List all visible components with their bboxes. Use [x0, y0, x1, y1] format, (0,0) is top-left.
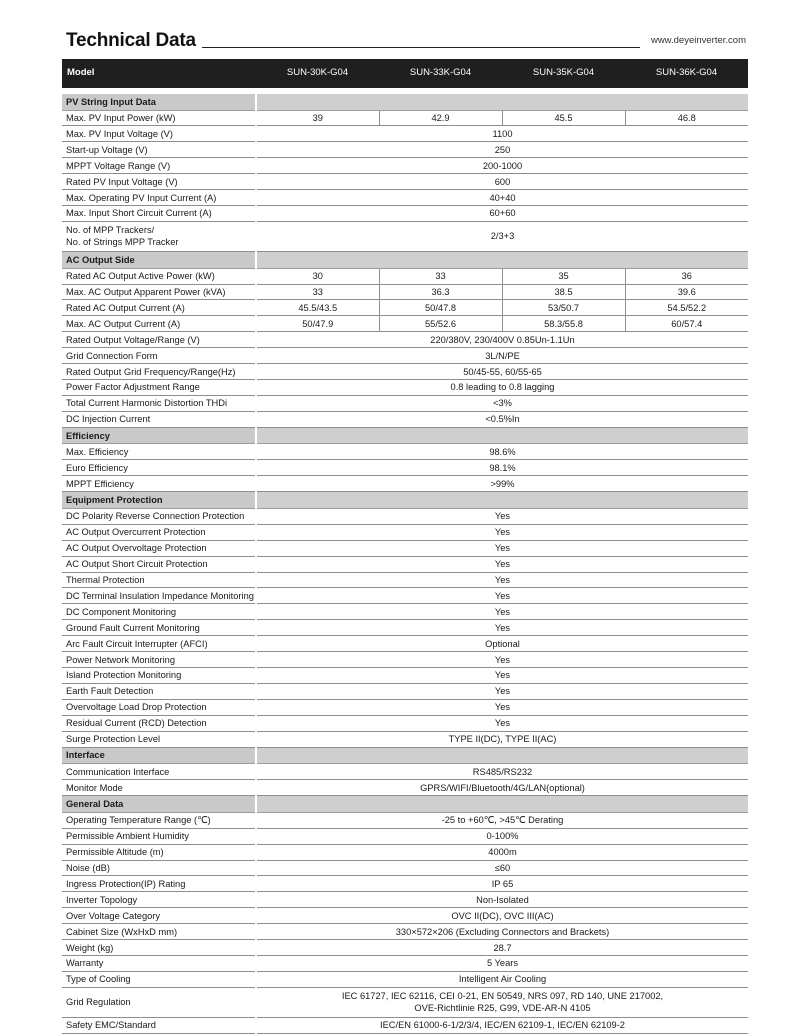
spec-value: >99%	[256, 476, 748, 492]
spec-row-dc-injection-current	[62, 412, 748, 428]
spec-label: Total Current Harmonic Distortion THDi	[62, 396, 256, 412]
spec-value: Yes	[256, 524, 748, 540]
spec-label	[62, 222, 256, 252]
spec-value-sun-35k-g04: 53/50.7	[502, 300, 625, 316]
spec-value: Yes	[256, 684, 748, 700]
table-header	[62, 59, 748, 88]
spec-row-dc-terminal-insulation-impedance-monitoring	[62, 588, 748, 604]
spec-value: IEC/EN 61000-6-1/2/3/4, IEC/EN 62109-1, IEC/EN 62109-2	[256, 1018, 748, 1034]
spec-row-start-up-voltage-v	[62, 142, 748, 158]
spec-value: 98.6%	[256, 444, 748, 460]
spec-label: AC Output Short Circuit Protection	[62, 556, 256, 572]
spec-label: Island Protection Monitoring	[62, 668, 256, 684]
spec-value-sun-33k-g04: 36.3	[379, 284, 502, 300]
text-line: No. of Strings MPP Tracker	[66, 236, 179, 247]
spec-label: Monitor Mode	[62, 780, 256, 796]
spec-value: Intelligent Air Cooling	[256, 972, 748, 988]
spec-row-max-pv-input-voltage-v	[62, 126, 748, 142]
spec-label: DC Terminal Insulation Impedance Monitoring	[62, 588, 256, 604]
spec-row-residual-current-rcd-detection	[62, 715, 748, 731]
spec-value: Yes	[256, 668, 748, 684]
spec-row-type-of-cooling	[62, 972, 748, 988]
model-header-sun-33k: SUN-33K-G04	[379, 59, 502, 88]
spec-value: GPRS/WIFI/Bluetooth/4G/LAN(optional)	[256, 780, 748, 796]
spec-row-overvoltage-load-drop-protection	[62, 700, 748, 716]
spec-value-sun-33k-g04: 55/52.6	[379, 316, 502, 332]
spec-label: Rated PV Input Voltage (V)	[62, 174, 256, 190]
spec-value-sun-33k-g04: 42.9	[379, 110, 502, 126]
spec-row-monitor-mode	[62, 780, 748, 796]
spec-label: Overvoltage Load Drop Protection	[62, 700, 256, 716]
spec-label: DC Component Monitoring	[62, 604, 256, 620]
spec-label: Thermal Protection	[62, 572, 256, 588]
spec-value-sun-36k-g04: 36	[625, 268, 748, 284]
spec-row-mppt-voltage-range-v	[62, 158, 748, 174]
spec-value: 200-1000	[256, 158, 748, 174]
spec-value-sun-35k-g04: 38.5	[502, 284, 625, 300]
spec-value: TYPE II(DC), TYPE II(AC)	[256, 731, 748, 747]
spec-label: DC Injection Current	[62, 412, 256, 428]
website-url: www.deyeinverter.com	[650, 35, 746, 46]
section-pv-string-input-data	[62, 94, 748, 110]
spec-label: Power Factor Adjustment Range	[62, 380, 256, 396]
spec-value-sun-30k-g04: 39	[256, 110, 379, 126]
spec-label: Surge Protection Level	[62, 731, 256, 747]
spec-value: 600	[256, 174, 748, 190]
spec-value: 50/45-55, 60/55-65	[256, 364, 748, 380]
spec-label: Grid Regulation	[62, 988, 256, 1018]
spec-value: Yes	[256, 588, 748, 604]
spec-row-max-ac-output-current-a	[62, 316, 748, 332]
spec-row-permissible-ambient-humidity	[62, 828, 748, 844]
section-bar	[256, 796, 748, 813]
spec-value-sun-30k-g04: 50/47.9	[256, 316, 379, 332]
spec-row-power-network-monitoring	[62, 652, 748, 668]
spec-label: Arc Fault Circuit Interrupter (AFCI)	[62, 636, 256, 652]
spec-value: OVC II(DC), OVC III(AC)	[256, 908, 748, 924]
spec-value: 0-100%	[256, 828, 748, 844]
section-bar	[256, 94, 748, 110]
spec-value: Yes	[256, 508, 748, 524]
page-title: Technical Data	[66, 30, 196, 51]
spec-label: AC Output Overcurrent Protection	[62, 524, 256, 540]
spec-value: <3%	[256, 396, 748, 412]
spec-value	[256, 988, 748, 1018]
table-body	[62, 88, 748, 1033]
spec-value: 5 Years	[256, 956, 748, 972]
spec-label: DC Polarity Reverse Connection Protection	[62, 508, 256, 524]
spec-label: Grid Connection Form	[62, 348, 256, 364]
spec-label: Start-up Voltage (V)	[62, 142, 256, 158]
spec-value: Non-Isolated	[256, 892, 748, 908]
spec-row-rated-ac-output-active-power-kw	[62, 268, 748, 284]
spec-value: IP 65	[256, 876, 748, 892]
spec-value: 3L/N/PE	[256, 348, 748, 364]
spec-value-sun-36k-g04: 60/57.4	[625, 316, 748, 332]
section-bar	[256, 492, 748, 509]
spec-row-rated-output-grid-frequency-range-hz	[62, 364, 748, 380]
spec-value-sun-35k-g04: 58.3/55.8	[502, 316, 625, 332]
spec-row-mppt-efficiency	[62, 476, 748, 492]
spec-value-sun-36k-g04: 54.5/52.2	[625, 300, 748, 316]
spec-value: 250	[256, 142, 748, 158]
spec-row-max-input-short-circuit-current-a	[62, 206, 748, 222]
spec-value-sun-30k-g04: 33	[256, 284, 379, 300]
spec-value: 220/380V, 230/400V 0.85Un-1.1Un	[256, 332, 748, 348]
spec-label: Rated AC Output Current (A)	[62, 300, 256, 316]
section-title: Efficiency	[62, 427, 256, 444]
spec-value: -25 to +60℃, >45℃ Derating	[256, 812, 748, 828]
spec-row-power-factor-adjustment-range	[62, 380, 748, 396]
spec-label: Max. Input Short Circuit Current (A)	[62, 206, 256, 222]
section-ac-output-side	[62, 252, 748, 269]
section-title: Interface	[62, 747, 256, 764]
spec-value: 40+40	[256, 190, 748, 206]
spec-value: 330×572×206 (Excluding Connectors and Brackets)	[256, 924, 748, 940]
spec-value: Yes	[256, 556, 748, 572]
spec-row-max-pv-input-power-kw	[62, 110, 748, 126]
page-header	[62, 28, 748, 58]
spec-value: <0.5%In	[256, 412, 748, 428]
spec-label: Max. AC Output Current (A)	[62, 316, 256, 332]
spec-row-grid-connection-form	[62, 348, 748, 364]
spec-row-ground-fault-current-monitoring	[62, 620, 748, 636]
spec-label: Ground Fault Current Monitoring	[62, 620, 256, 636]
spec-label: Max. AC Output Apparent Power (kVA)	[62, 284, 256, 300]
spec-row-over-voltage-category	[62, 908, 748, 924]
spec-row-total-current-harmonic-distortion-thdi	[62, 396, 748, 412]
spec-value: 4000m	[256, 844, 748, 860]
spec-label: Residual Current (RCD) Detection	[62, 715, 256, 731]
section-bar	[256, 252, 748, 269]
spec-label: Ingress Protection(IP) Rating	[62, 876, 256, 892]
spec-value-sun-36k-g04: 39.6	[625, 284, 748, 300]
spec-row-rated-output-voltage-range-v	[62, 332, 748, 348]
technical-data-table	[62, 59, 748, 1034]
spec-label: Type of Cooling	[62, 972, 256, 988]
spec-row-max-ac-output-apparent-power-kva	[62, 284, 748, 300]
model-header-sun-36k: SUN-36K-G04	[625, 59, 748, 88]
spec-row-ac-output-short-circuit-protection	[62, 556, 748, 572]
spec-row-no-of-mpp-trackers-no-of-strings-mpp-tracker	[62, 222, 748, 252]
spec-value: 98.1%	[256, 460, 748, 476]
spec-label: Over Voltage Category	[62, 908, 256, 924]
spec-label: Rated Output Grid Frequency/Range(Hz)	[62, 364, 256, 380]
spec-value: 1100	[256, 126, 748, 142]
spec-row-ac-output-overvoltage-protection	[62, 540, 748, 556]
spec-label: Operating Temperature Range (℃)	[62, 812, 256, 828]
spec-row-rated-pv-input-voltage-v	[62, 174, 748, 190]
spec-label: Max. PV Input Power (kW)	[62, 110, 256, 126]
spec-row-weight-kg	[62, 940, 748, 956]
spec-label: Noise (dB)	[62, 860, 256, 876]
section-bar	[256, 747, 748, 764]
spec-row-max-operating-pv-input-current-a	[62, 190, 748, 206]
text-line: OVE-Richtlinie R25, G99, VDE-AR-N 4105	[414, 1002, 591, 1013]
spec-value-sun-30k-g04: 45.5/43.5	[256, 300, 379, 316]
title-rule	[202, 47, 640, 48]
spec-label: MPPT Voltage Range (V)	[62, 158, 256, 174]
section-efficiency	[62, 427, 748, 444]
spec-value-sun-35k-g04: 35	[502, 268, 625, 284]
spec-value: 28.7	[256, 940, 748, 956]
section-title: General Data	[62, 796, 256, 813]
text-line: No. of MPP Trackers/	[66, 225, 155, 236]
spec-row-ac-output-overcurrent-protection	[62, 524, 748, 540]
spec-label: Permissible Altitude (m)	[62, 844, 256, 860]
spec-value: Optional	[256, 636, 748, 652]
spec-row-ingress-protection-ip-rating	[62, 876, 748, 892]
spec-label: Power Network Monitoring	[62, 652, 256, 668]
spec-label: Max. PV Input Voltage (V)	[62, 126, 256, 142]
spec-row-dc-polarity-reverse-connection-protection	[62, 508, 748, 524]
spec-label: Inverter Topology	[62, 892, 256, 908]
spec-value: 60+60	[256, 206, 748, 222]
spec-row-thermal-protection	[62, 572, 748, 588]
spec-row-safety-emc-standard	[62, 1018, 748, 1034]
spec-label: Warranty	[62, 956, 256, 972]
section-general-data	[62, 796, 748, 813]
spec-value: Yes	[256, 540, 748, 556]
spec-value-sun-36k-g04: 46.8	[625, 110, 748, 126]
spec-value: RS485/RS232	[256, 764, 748, 780]
spec-label: Max. Operating PV Input Current (A)	[62, 190, 256, 206]
model-header-label: Model	[62, 59, 256, 88]
spec-label: Safety EMC/Standard	[62, 1018, 256, 1034]
spec-value-sun-30k-g04: 30	[256, 268, 379, 284]
spec-label: Rated Output Voltage/Range (V)	[62, 332, 256, 348]
spec-value: Yes	[256, 700, 748, 716]
spec-label: AC Output Overvoltage Protection	[62, 540, 256, 556]
spec-row-euro-efficiency	[62, 460, 748, 476]
spec-value: 2/3+3	[256, 222, 748, 252]
text-line: IEC 61727, IEC 62116, CEI 0-21, EN 50549, NRS 097, RD 140, UNE 217002,	[341, 991, 664, 1002]
spec-value-sun-33k-g04: 33	[379, 268, 502, 284]
spec-row-grid-regulation	[62, 988, 748, 1018]
spec-label: Permissible Ambient Humidity	[62, 828, 256, 844]
section-title: AC Output Side	[62, 252, 256, 269]
spec-row-surge-protection-level	[62, 731, 748, 747]
spec-value: Yes	[256, 604, 748, 620]
section-equipment-protection	[62, 492, 748, 509]
spec-label: Weight (kg)	[62, 940, 256, 956]
spec-label: Communication Interface	[62, 764, 256, 780]
spec-value: Yes	[256, 620, 748, 636]
spec-row-arc-fault-circuit-interrupter-afci	[62, 636, 748, 652]
spec-row-communication-interface	[62, 764, 748, 780]
spec-value: Yes	[256, 652, 748, 668]
spec-row-noise-db	[62, 860, 748, 876]
spec-row-warranty	[62, 956, 748, 972]
spec-label: Earth Fault Detection	[62, 684, 256, 700]
spec-value: ≤60	[256, 860, 748, 876]
spec-row-permissible-altitude-m	[62, 844, 748, 860]
spec-label: Max. Efficiency	[62, 444, 256, 460]
spec-row-cabinet-size-wxhxd-mm	[62, 924, 748, 940]
section-bar	[256, 427, 748, 444]
spec-label: Cabinet Size (WxHxD mm)	[62, 924, 256, 940]
spec-row-operating-temperature-range	[62, 812, 748, 828]
spec-value-sun-35k-g04: 45.5	[502, 110, 625, 126]
spec-row-earth-fault-detection	[62, 684, 748, 700]
spec-row-dc-component-monitoring	[62, 604, 748, 620]
section-title: PV String Input Data	[62, 94, 256, 110]
section-interface	[62, 747, 748, 764]
spec-value: Yes	[256, 572, 748, 588]
spec-row-rated-ac-output-current-a	[62, 300, 748, 316]
spec-row-island-protection-monitoring	[62, 668, 748, 684]
spec-value: 0.8 leading to 0.8 lagging	[256, 380, 748, 396]
spec-label: Rated AC Output Active Power (kW)	[62, 268, 256, 284]
spec-label: MPPT Efficiency	[62, 476, 256, 492]
model-header-sun-30k: SUN-30K-G04	[256, 59, 379, 88]
spec-value-sun-33k-g04: 50/47.8	[379, 300, 502, 316]
spec-label: Euro Efficiency	[62, 460, 256, 476]
spec-row-max-efficiency	[62, 444, 748, 460]
spec-row-inverter-topology	[62, 892, 748, 908]
model-header-sun-35k: SUN-35K-G04	[502, 59, 625, 88]
spec-value: Yes	[256, 715, 748, 731]
section-title: Equipment Protection	[62, 492, 256, 509]
